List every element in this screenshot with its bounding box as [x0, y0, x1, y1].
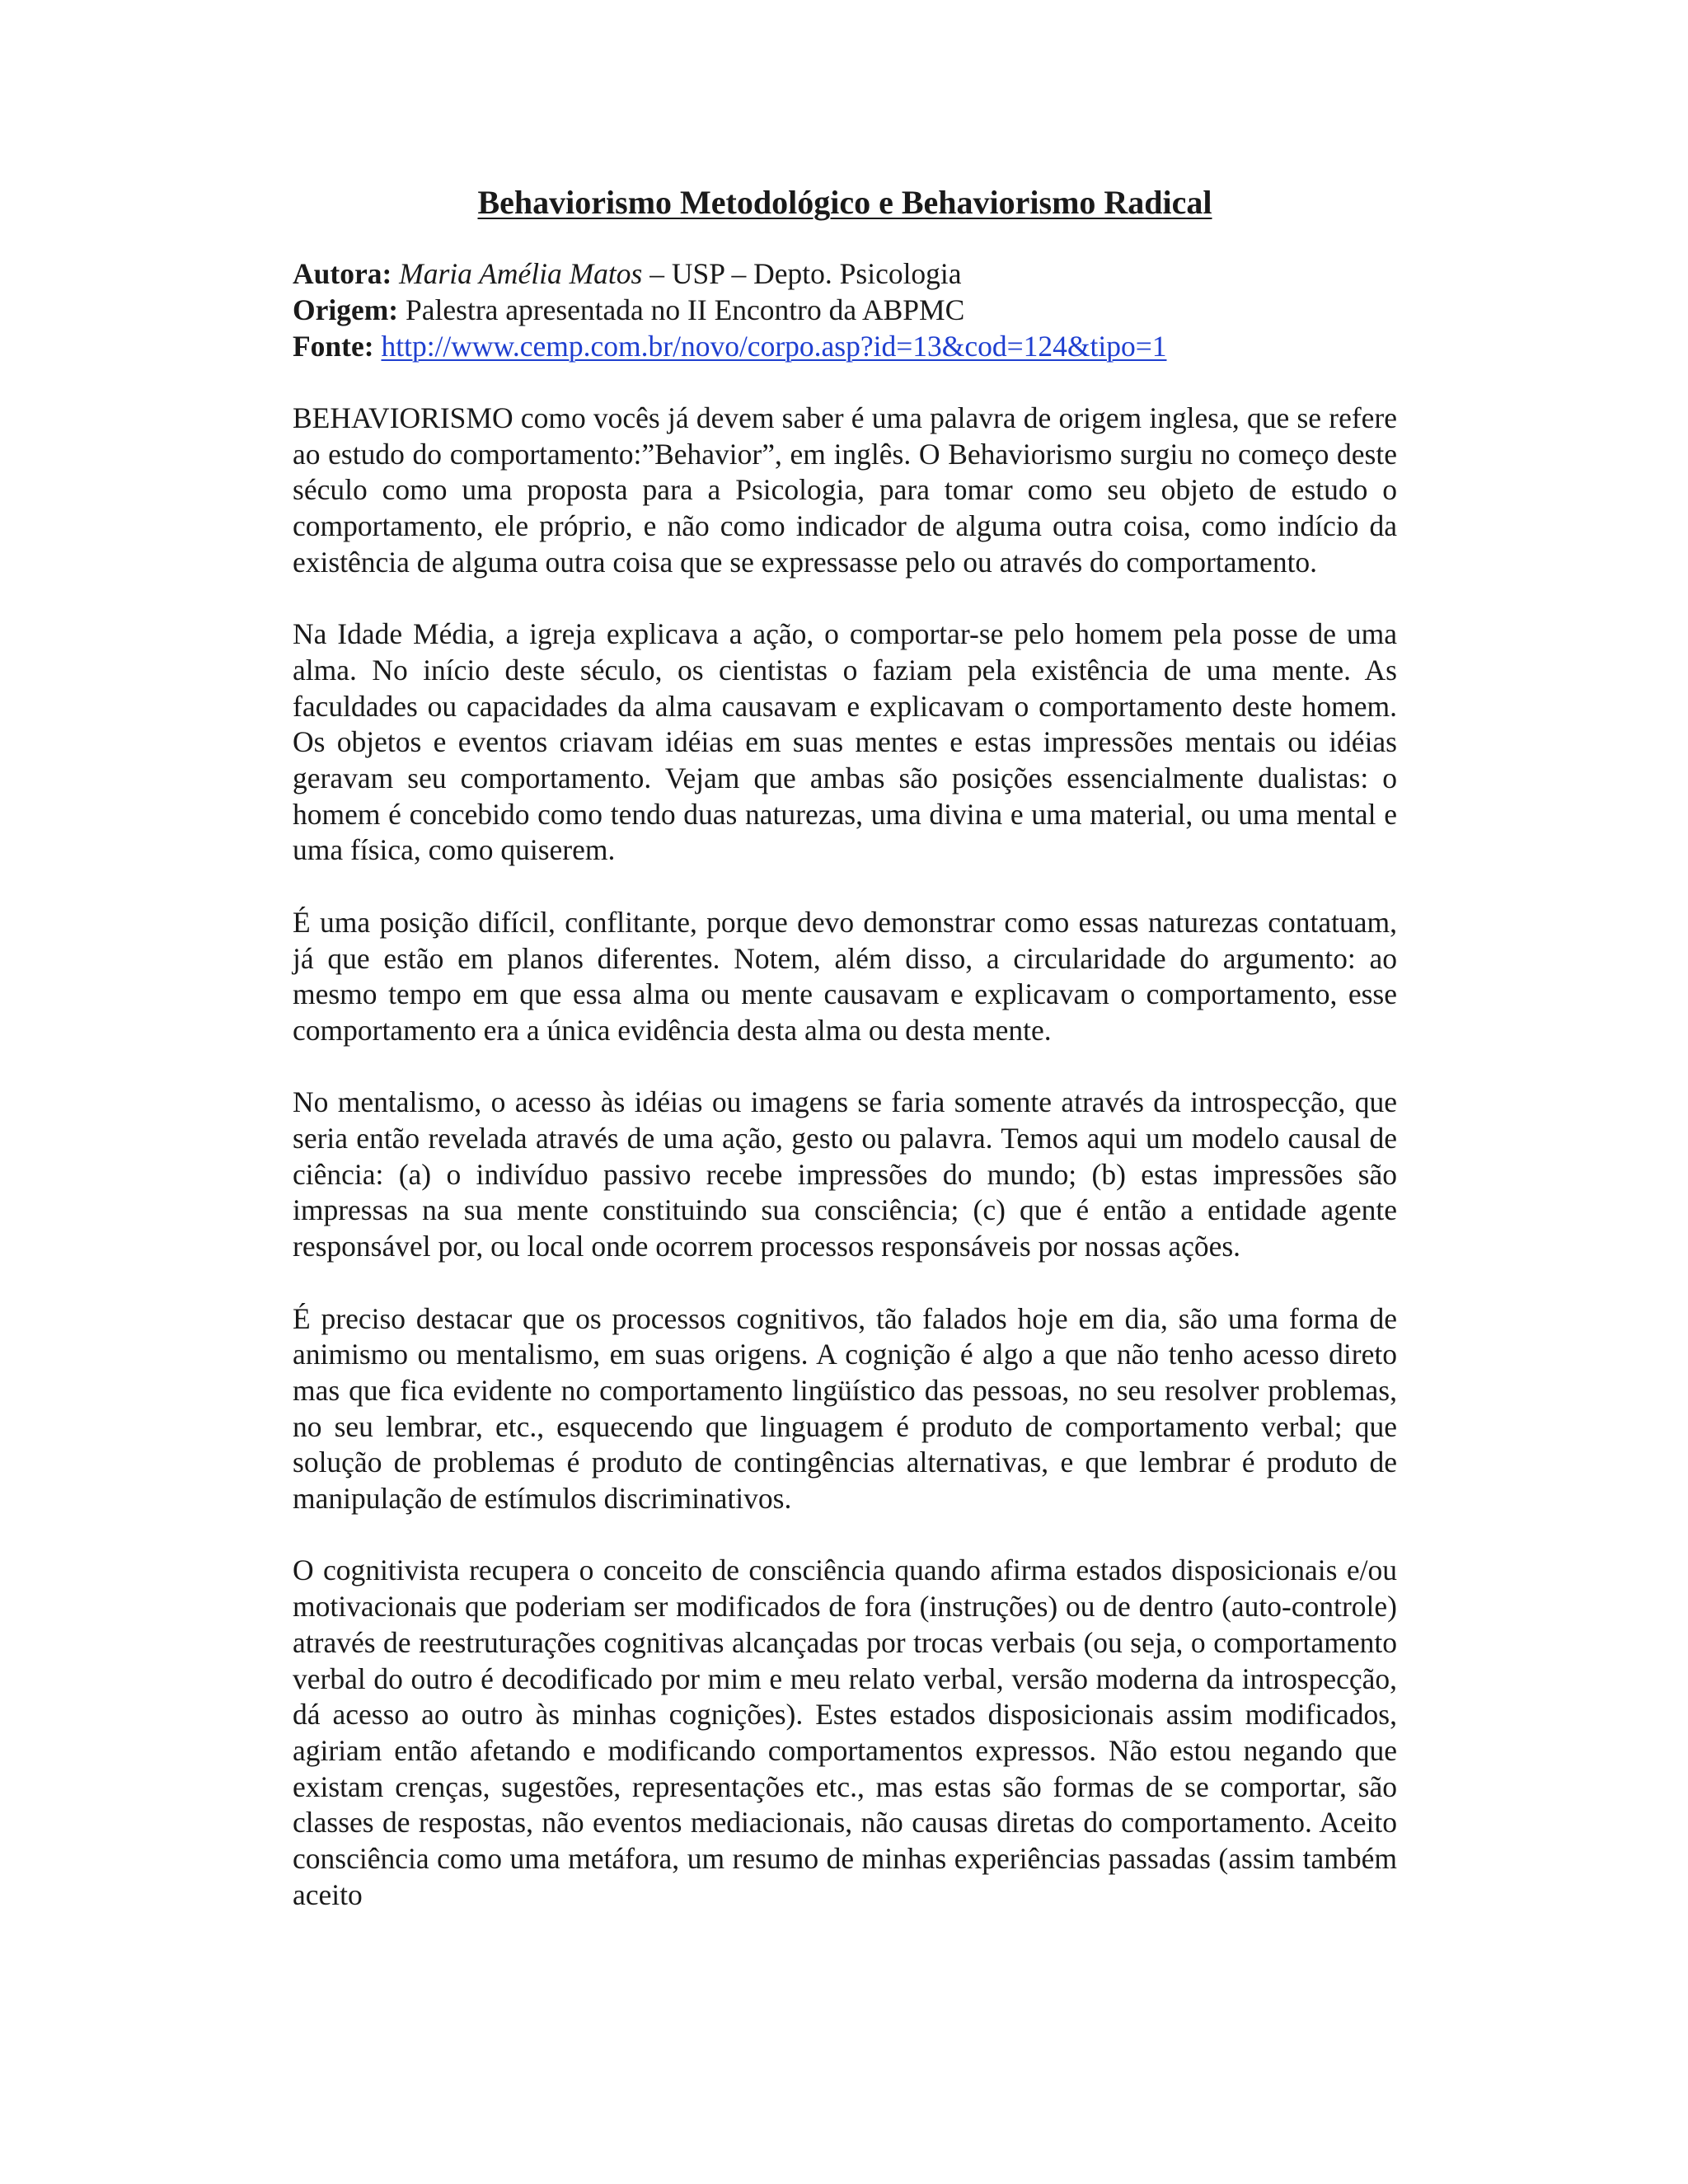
- document-title-text: Behaviorismo Metodológico e Behaviorismo Radical: [477, 184, 1212, 221]
- body-paragraph: O cognitivista recupera o conceito de consciência quando afirma estados disposicionais e/ou motivacionais que poderiam ser modificados de fora (instruções) ou de dentro (auto-controle) através de reestruturações cognitivas alcançadas por trocas verbais (ou seja, o comportamento verbal do outro é decodificado por mim e meu relato verbal, versão moderna da introspecção, dá acesso ao outro às minhas cognições). Estes estados disposicionais assim modificados, agiriam então afetando e modificando comportamentos expressos. Não estou negando que existam crenças, sugestões, representações etc., mas estas são formas de se comportar, são classes de respostas, não eventos mediacionais, não causas diretas do comportamento. Aceito consciência como uma metáfora, um resumo de minhas experiências passadas (assim também aceito: [293, 1554, 1397, 1911]
- origin-line: [293, 292, 1397, 328]
- document-title: [293, 183, 1397, 223]
- body-paragraph: BEHAVIORISMO como vocês já devem saber é uma palavra de origem inglesa, que se refere ao estudo do comportamento:”Behavior”, em inglês. O Behaviorismo surgiu no começo deste século como uma proposta para a Psicologia, para tomar como seu objeto de estudo o comportamento, ele próprio, e não como indicador de alguma outra coisa, como indício da existência de alguma outra coisa que se expressasse pelo ou através do comportamento.: [293, 401, 1397, 579]
- author-name: Maria Amélia Matos: [399, 257, 643, 290]
- document-page: [293, 183, 1397, 1949]
- author-line: [293, 255, 1397, 292]
- source-link[interactable]: http://www.cemp.com.br/novo/corpo.asp?id=13&cod=124&tipo=1: [381, 330, 1167, 363]
- author-label: Autora:: [293, 257, 392, 290]
- body-paragraph: Na Idade Média, a igreja explicava a ação, o comportar-se pelo homem pela posse de uma alma. No início deste século, os cientistas o faziam pela existência de uma mente. As faculdades ou capacidades da alma causavam e explicavam o comportamento deste homem. Os objetos e eventos criavam idéias em suas mentes e estas impressões mentais ou idéias geravam seu comportamento. Vejam que ambas são posições essencialmente dualistas: o homem é concebido como tendo duas naturezas, uma divina e uma material, ou uma mental e uma física, como quiserem.: [293, 617, 1397, 867]
- author-affiliation: – USP – Depto. Psicologia: [642, 257, 962, 290]
- body-paragraph: No mentalismo, o acesso às idéias ou imagens se faria somente através da introspecção, que seria então revelada através de uma ação, gesto ou palavra. Temos aqui um modelo causal de ciência: (a) o indivíduo passivo recebe impressões do mundo; (b) estas impressões são impressas na sua mente constituindo sua consciência; (c) que é então a entidade agente responsável por, ou local onde ocorrem processos responsáveis por nossas ações.: [293, 1085, 1397, 1263]
- body-paragraph: É uma posição difícil, conflitante, porque devo demonstrar como essas naturezas contatuam, já que estão em planos diferentes. Notem, além disso, a circularidade do argumento: ao mesmo tempo em que essa alma ou mente causavam e explicavam o comportamento, esse comportamento era a única evidência desta alma ou desta mente.: [293, 905, 1397, 1047]
- body-paragraph: É preciso destacar que os processos cognitivos, tão falados hoje em dia, são uma forma de animismo ou mentalismo, em suas origens. A cognição é algo a que não tenho acesso direto mas que fica evidente no comportamento lingüístico das pessoas, no seu resolver problemas, no seu lembrar, etc., esquecendo que linguagem é produto de comportamento verbal; que solução de problemas é produto de contingências alternativas, e que lembrar é produto de manipulação de estímulos discriminativos.: [293, 1301, 1397, 1516]
- origin-label: Origem:: [293, 293, 399, 326]
- source-line: [293, 328, 1397, 364]
- origin-text: Palestra apresentada no II Encontro da ABPMC: [398, 293, 965, 326]
- document-metadata: [293, 255, 1397, 364]
- source-label: Fonte:: [293, 330, 374, 363]
